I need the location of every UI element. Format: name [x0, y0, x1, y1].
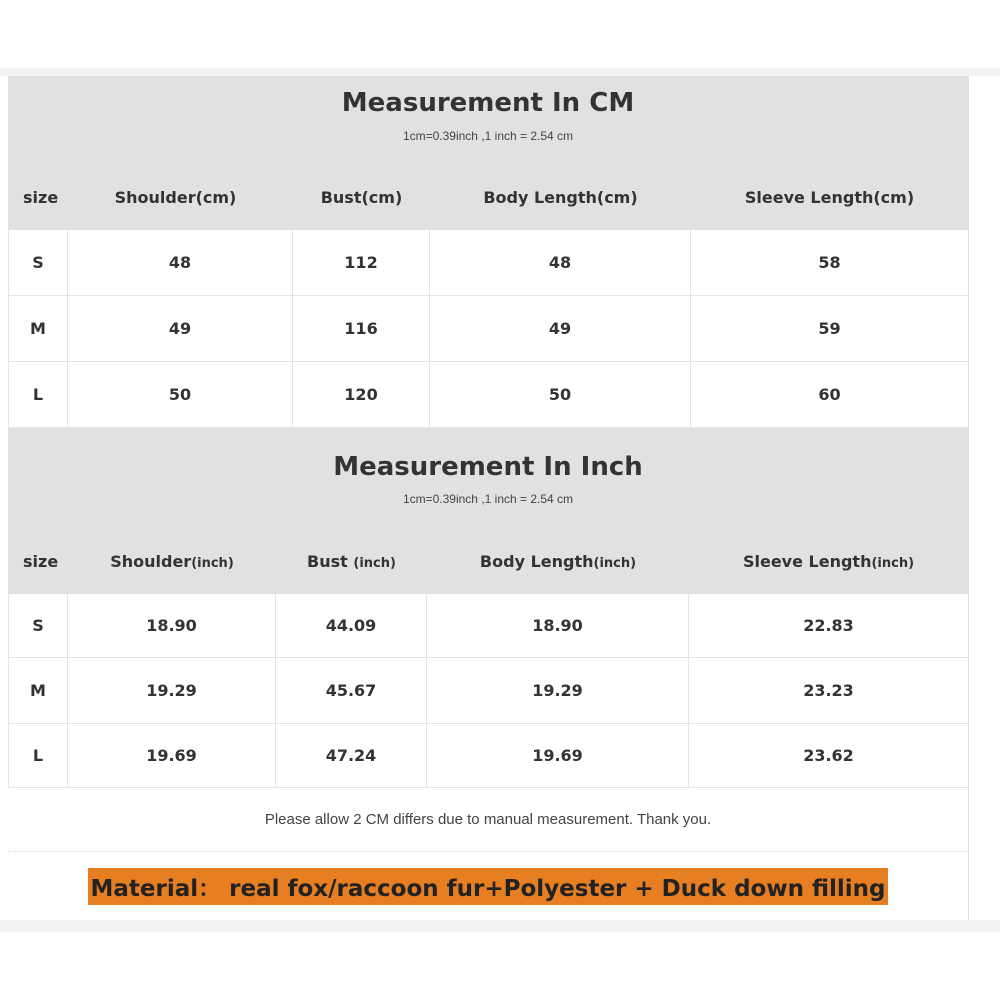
size-chart-sheet — [8, 76, 969, 920]
cm-cell-body-length: 49 — [430, 296, 691, 362]
cm-header-bust: Bust(cm) — [320, 188, 403, 207]
inch-header-size: size — [23, 552, 59, 571]
cm-cell-sleeve-length: 59 — [691, 296, 968, 362]
cm-cell-body-length: 50 — [430, 362, 691, 428]
inch-cell-shoulder: 18.90 — [68, 594, 276, 658]
inch-header-body-length — [427, 552, 689, 571]
cm-cell-sleeve-length: 58 — [691, 230, 968, 296]
inch-cell-bust: 47.24 — [276, 724, 427, 788]
inch-header-band — [8, 428, 968, 594]
inch-header-body-length-label: Body Length — [479, 552, 594, 571]
cm-row-l — [8, 362, 968, 428]
cm-cell-size: S — [8, 230, 68, 296]
inch-table-title: Measurement In Inch — [333, 452, 643, 482]
cm-cell-bust: 112 — [293, 230, 430, 296]
inch-cell-body-length: 18.90 — [427, 594, 689, 658]
inch-table-body — [8, 594, 968, 788]
inch-header-shoulder-unit: (inch) — [191, 556, 234, 571]
cm-row-s — [8, 230, 968, 296]
cm-table-title: Measurement In CM — [341, 88, 635, 118]
inch-cell-bust: 45.67 — [276, 658, 427, 724]
cm-cell-shoulder: 48 — [68, 230, 293, 296]
measurement-note: Please allow 2 CM differs due to manual measurement. Thank you. — [264, 811, 712, 828]
inch-cell-bust: 44.09 — [276, 594, 427, 658]
inch-header-shoulder — [68, 552, 276, 571]
cm-cell-bust: 120 — [293, 362, 430, 428]
cm-header-sleeve-length: Sleeve Length(cm) — [744, 188, 915, 207]
cm-cell-sleeve-length: 60 — [691, 362, 968, 428]
inch-table-subtitle: 1cm=0.39inch ,1 inch = 2.54 cm — [402, 492, 574, 506]
inch-cell-shoulder: 19.69 — [68, 724, 276, 788]
material-row — [8, 852, 968, 920]
cm-row-m — [8, 296, 968, 362]
cm-header-body-length: Body Length(cm) — [483, 188, 638, 207]
inch-cell-sleeve-length: 23.62 — [689, 724, 968, 788]
inch-cell-sleeve-length: 23.23 — [689, 658, 968, 724]
inch-header-bust-label: Bust — [307, 552, 348, 571]
bottom-divider — [0, 920, 1000, 932]
material-label: Material： real fox/raccoon fur+Polyester + Duck down filling — [88, 868, 887, 905]
inch-cell-size: M — [8, 658, 68, 724]
inch-row-l — [8, 724, 968, 788]
inch-cell-size: L — [8, 724, 68, 788]
inch-cell-body-length: 19.69 — [427, 724, 689, 788]
cm-cell-shoulder: 50 — [68, 362, 293, 428]
cm-table-subtitle: 1cm=0.39inch ,1 inch = 2.54 cm — [402, 129, 574, 143]
cm-table-body — [8, 230, 968, 428]
inch-header-body-length-unit: (inch) — [593, 556, 637, 571]
inch-header-sleeve-length — [689, 552, 968, 571]
inch-row-s — [8, 594, 968, 658]
inch-cell-shoulder: 19.29 — [68, 658, 276, 724]
inch-cell-size: S — [8, 594, 68, 658]
cm-cell-shoulder: 49 — [68, 296, 293, 362]
inch-cell-body-length: 19.29 — [427, 658, 689, 724]
inch-row-m — [8, 658, 968, 724]
cm-cell-bust: 116 — [293, 296, 430, 362]
cm-header-band — [8, 76, 968, 230]
cm-header-size: size — [23, 188, 59, 207]
cm-cell-size: M — [8, 296, 68, 362]
cm-cell-size: L — [8, 362, 68, 428]
inch-header-sleeve-length-unit: (inch) — [871, 556, 915, 571]
inch-header-shoulder-label: Shoulder — [110, 552, 192, 571]
inch-cell-sleeve-length: 22.83 — [689, 594, 968, 658]
cm-cell-body-length: 48 — [430, 230, 691, 296]
inch-header-bust-unit: (inch) — [353, 556, 396, 571]
measurement-note-row — [8, 788, 968, 852]
cm-header-shoulder: Shoulder(cm) — [114, 188, 237, 207]
inch-header-sleeve-length-label: Sleeve Length — [742, 552, 872, 571]
top-divider — [0, 68, 1000, 76]
inch-header-bust — [276, 552, 427, 571]
